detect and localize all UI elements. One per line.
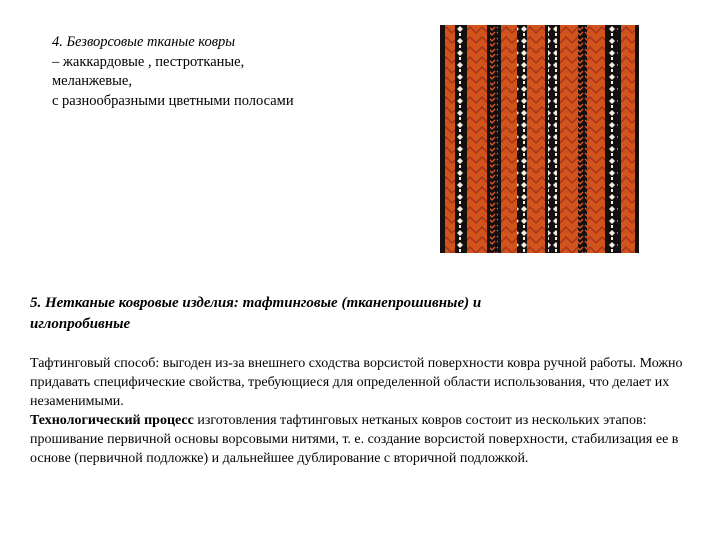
process-text: изготовления тафтинговых нетканых ковров состоит из нескольких этапов: прошивание первичной основы ворсовыми нитями, т. е. создание ворсистой поверхности, стабилизация ее в основе (первичной подложке) и дальнейшее дублирование с вторичной подложкой. <box>30 413 679 466</box>
section-4-line-1: – жаккардовые , пестротканые, <box>52 53 245 70</box>
tufting-paragraph <box>30 354 695 468</box>
section-5-title-line-2: иглопробивные <box>30 316 131 332</box>
section-4-line-2: меланжевые, <box>52 73 132 89</box>
section-4-block <box>52 33 422 111</box>
section-5-title <box>30 293 670 335</box>
carpet-photo <box>440 25 639 253</box>
section-4-line-3: с разнообразными цветными полосами <box>52 92 294 109</box>
process-label: Технологический процесс <box>30 413 194 428</box>
tufting-intro-text: Тафтинговый способ: выгоден из-за внешнего сходства ворсистой поверхности ковра ручной работы. Можно придавать специфические свойства, требующиеся для определенной области использования, что делает их незаменимыми. <box>30 356 683 409</box>
section-5-title-line-1: 5. Нетканые ковровые изделия: тафтинговые (тканепрошивные) и <box>30 295 482 311</box>
section-4-title: 4. Безворсовые тканые ковры <box>52 34 236 50</box>
